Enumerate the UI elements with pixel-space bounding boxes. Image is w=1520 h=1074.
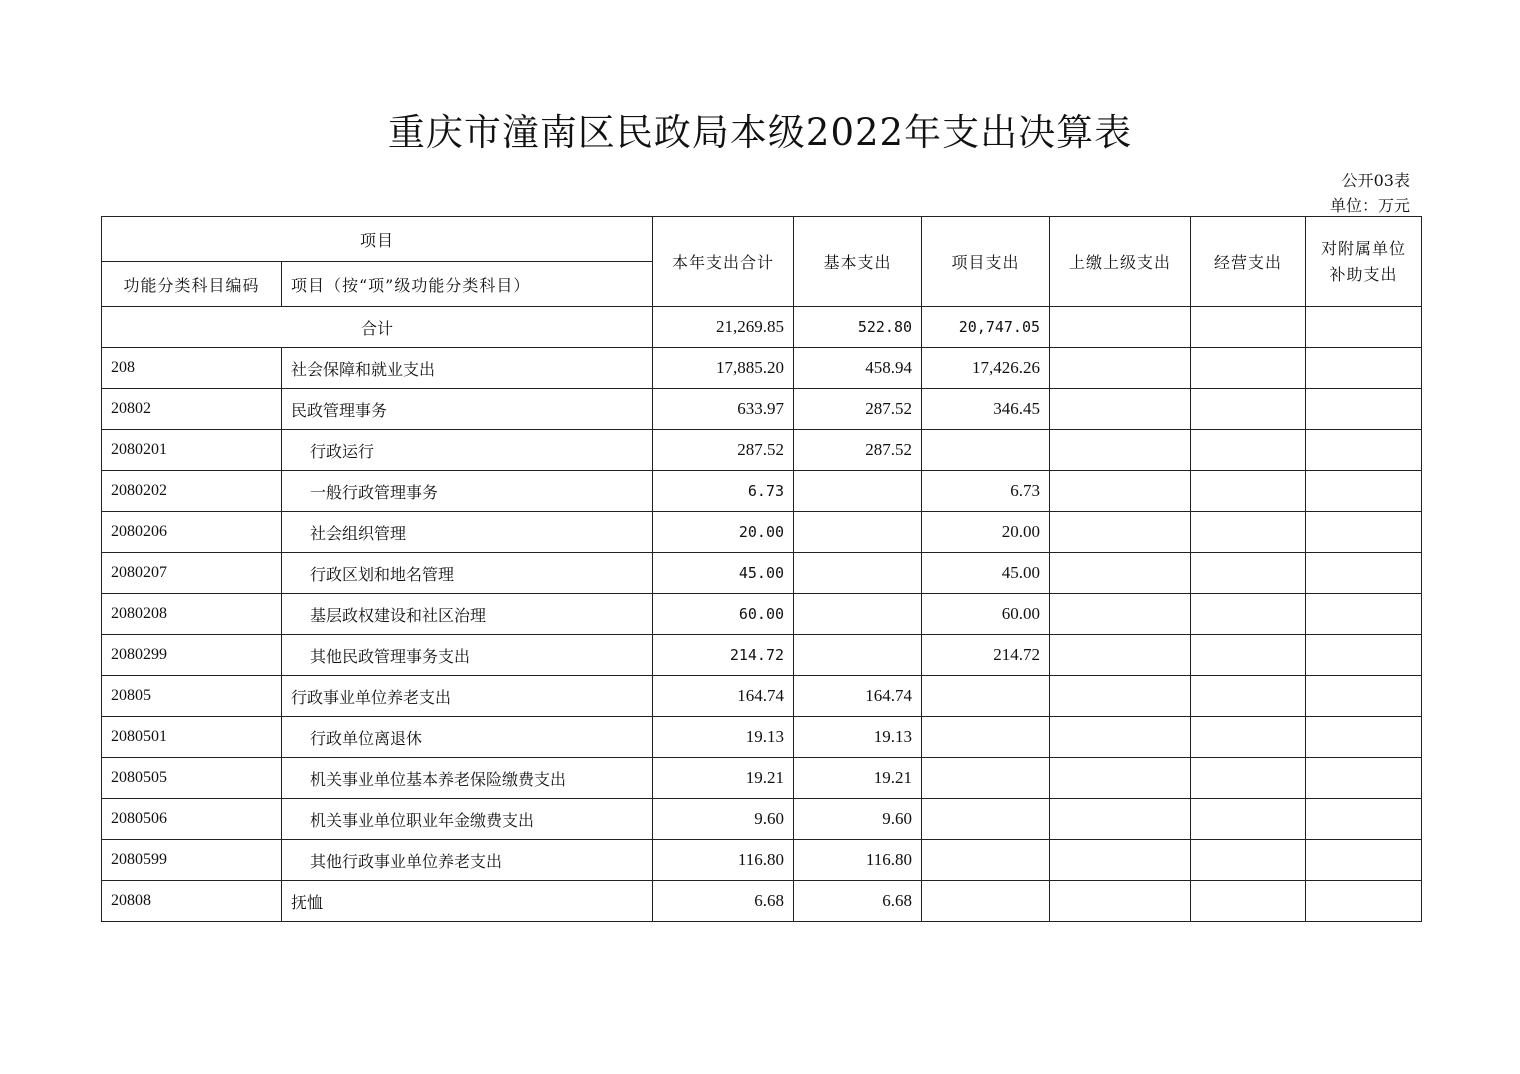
upper-cell: [1050, 840, 1191, 881]
table-row: [102, 348, 1422, 389]
subsidy-cell: [1306, 676, 1422, 717]
total-upper-cell: [1050, 307, 1191, 348]
subsidy-cell: [1306, 389, 1422, 430]
business-cell: [1191, 635, 1306, 676]
table-row: [102, 717, 1422, 758]
project-cell: [922, 881, 1050, 922]
basic-cell: 9.60: [794, 799, 922, 840]
code-cell: 20802: [102, 389, 282, 430]
code-cell: 2080501: [102, 717, 282, 758]
unit-label: 单位：万元: [1329, 196, 1410, 215]
code-cell: 2080599: [102, 840, 282, 881]
total-cell: 19.21: [653, 758, 794, 799]
project-cell: [922, 430, 1050, 471]
basic-cell: 116.80: [794, 840, 922, 881]
business-cell: [1191, 594, 1306, 635]
total-cell: 60.00: [653, 594, 794, 635]
subsidy-cell: [1306, 717, 1422, 758]
subsidy-cell: [1306, 471, 1422, 512]
expenditure-table: [101, 216, 1422, 922]
total-business-cell: [1191, 307, 1306, 348]
subsidy-cell: [1306, 348, 1422, 389]
table-row: [102, 676, 1422, 717]
project-cell: 346.45: [922, 389, 1050, 430]
total-cell: 20.00: [653, 512, 794, 553]
item-name-cell: 一般行政管理事务: [282, 471, 653, 512]
basic-cell: 6.68: [794, 881, 922, 922]
total-cell: 633.97: [653, 389, 794, 430]
header-row-1: [102, 217, 1422, 262]
upper-cell: [1050, 430, 1191, 471]
total-cell: 45.00: [653, 553, 794, 594]
item-name-cell: 行政事业单位养老支出: [282, 676, 653, 717]
form-number: 公开03表: [1341, 171, 1410, 190]
table-row: [102, 471, 1422, 512]
basic-cell: 164.74: [794, 676, 922, 717]
upper-cell: [1050, 881, 1191, 922]
total-subsidy-cell: [1306, 307, 1422, 348]
upper-cell: [1050, 676, 1191, 717]
total-cell: 164.74: [653, 676, 794, 717]
code-cell: 2080201: [102, 430, 282, 471]
project-cell: [922, 758, 1050, 799]
item-name-cell: 基层政权建设和社区治理: [282, 594, 653, 635]
upper-cell: [1050, 512, 1191, 553]
item-name-cell: 其他行政事业单位养老支出: [282, 840, 653, 881]
project-cell: [922, 799, 1050, 840]
basic-cell: [794, 594, 922, 635]
subsidy-cell: [1306, 840, 1422, 881]
basic-cell: 19.21: [794, 758, 922, 799]
business-cell: [1191, 881, 1306, 922]
business-cell: [1191, 553, 1306, 594]
item-name-cell: 社会组织管理: [282, 512, 653, 553]
total-cell: 6.73: [653, 471, 794, 512]
total-row: [102, 307, 1422, 348]
code-cell: 2080505: [102, 758, 282, 799]
subsidy-cell: [1306, 881, 1422, 922]
table-row: [102, 512, 1422, 553]
code-cell: 20808: [102, 881, 282, 922]
project-cell: 17,426.26: [922, 348, 1050, 389]
project-cell: 214.72: [922, 635, 1050, 676]
business-cell: [1191, 471, 1306, 512]
table-row: [102, 799, 1422, 840]
upper-cell: [1050, 348, 1191, 389]
page-title: 重庆市潼南区民政局本级2022年支出决算表: [387, 111, 1133, 154]
business-cell: [1191, 389, 1306, 430]
item-name-cell: 行政运行: [282, 430, 653, 471]
item-name-cell: 机关事业单位基本养老保险缴费支出: [282, 758, 653, 799]
table-row: [102, 635, 1422, 676]
code-cell: 2080202: [102, 471, 282, 512]
total-basic-cell: 522.80: [794, 307, 922, 348]
item-name-cell: 机关事业单位职业年金缴费支出: [282, 799, 653, 840]
total-label: 合计: [102, 307, 653, 348]
project-cell: 20.00: [922, 512, 1050, 553]
total-cell: 214.72: [653, 635, 794, 676]
business-cell: [1191, 512, 1306, 553]
header-upper: 上缴上级支出: [1050, 217, 1191, 307]
code-cell: 2080206: [102, 512, 282, 553]
business-cell: [1191, 799, 1306, 840]
code-cell: 2080208: [102, 594, 282, 635]
header-project-group: 项目: [102, 217, 653, 262]
basic-cell: 287.52: [794, 389, 922, 430]
basic-cell: [794, 512, 922, 553]
subsidy-cell: [1306, 512, 1422, 553]
business-cell: [1191, 717, 1306, 758]
subsidy-cell: [1306, 799, 1422, 840]
header-subsidy: 对附属单位补助支出: [1306, 217, 1422, 307]
basic-cell: 458.94: [794, 348, 922, 389]
upper-cell: [1050, 471, 1191, 512]
project-cell: [922, 840, 1050, 881]
upper-cell: [1050, 799, 1191, 840]
item-name-cell: 抚恤: [282, 881, 653, 922]
item-name-cell: 行政单位离退休: [282, 717, 653, 758]
project-cell: [922, 676, 1050, 717]
table-row: [102, 758, 1422, 799]
code-cell: 208: [102, 348, 282, 389]
subsidy-cell: [1306, 635, 1422, 676]
upper-cell: [1050, 717, 1191, 758]
total-project-cell: 20,747.05: [922, 307, 1050, 348]
item-name-cell: 其他民政管理事务支出: [282, 635, 653, 676]
table-row: [102, 594, 1422, 635]
table-row: [102, 430, 1422, 471]
subsidy-cell: [1306, 430, 1422, 471]
upper-cell: [1050, 635, 1191, 676]
basic-cell: [794, 553, 922, 594]
upper-cell: [1050, 389, 1191, 430]
basic-cell: 287.52: [794, 430, 922, 471]
project-cell: 6.73: [922, 471, 1050, 512]
header-name: 项目（按“项”级功能分类科目）: [282, 262, 653, 307]
total-cell: 116.80: [653, 840, 794, 881]
table-row: [102, 389, 1422, 430]
total-cell: 17,885.20: [653, 348, 794, 389]
total-cell: 6.68: [653, 881, 794, 922]
item-name-cell: 社会保障和就业支出: [282, 348, 653, 389]
code-cell: 2080506: [102, 799, 282, 840]
business-cell: [1191, 840, 1306, 881]
project-cell: 45.00: [922, 553, 1050, 594]
project-cell: 60.00: [922, 594, 1050, 635]
business-cell: [1191, 348, 1306, 389]
project-cell: [922, 717, 1050, 758]
header-code: 功能分类科目编码: [102, 262, 282, 307]
header-basic: 基本支出: [794, 217, 922, 307]
table-row: [102, 840, 1422, 881]
upper-cell: [1050, 594, 1191, 635]
item-name-cell: 民政管理事务: [282, 389, 653, 430]
upper-cell: [1050, 553, 1191, 594]
header-project: 项目支出: [922, 217, 1050, 307]
code-cell: 2080299: [102, 635, 282, 676]
code-cell: 2080207: [102, 553, 282, 594]
basic-cell: [794, 635, 922, 676]
header-total: 本年支出合计: [653, 217, 794, 307]
business-cell: [1191, 430, 1306, 471]
business-cell: [1191, 758, 1306, 799]
table-row: [102, 881, 1422, 922]
total-cell: 19.13: [653, 717, 794, 758]
upper-cell: [1050, 758, 1191, 799]
header-business: 经营支出: [1191, 217, 1306, 307]
subsidy-cell: [1306, 594, 1422, 635]
subsidy-cell: [1306, 553, 1422, 594]
total-cell: 287.52: [653, 430, 794, 471]
table-row: [102, 553, 1422, 594]
code-cell: 20805: [102, 676, 282, 717]
item-name-cell: 行政区划和地名管理: [282, 553, 653, 594]
basic-cell: [794, 471, 922, 512]
total-cell: 9.60: [653, 799, 794, 840]
basic-cell: 19.13: [794, 717, 922, 758]
business-cell: [1191, 676, 1306, 717]
subsidy-cell: [1306, 758, 1422, 799]
total-sum-cell: 21,269.85: [653, 307, 794, 348]
